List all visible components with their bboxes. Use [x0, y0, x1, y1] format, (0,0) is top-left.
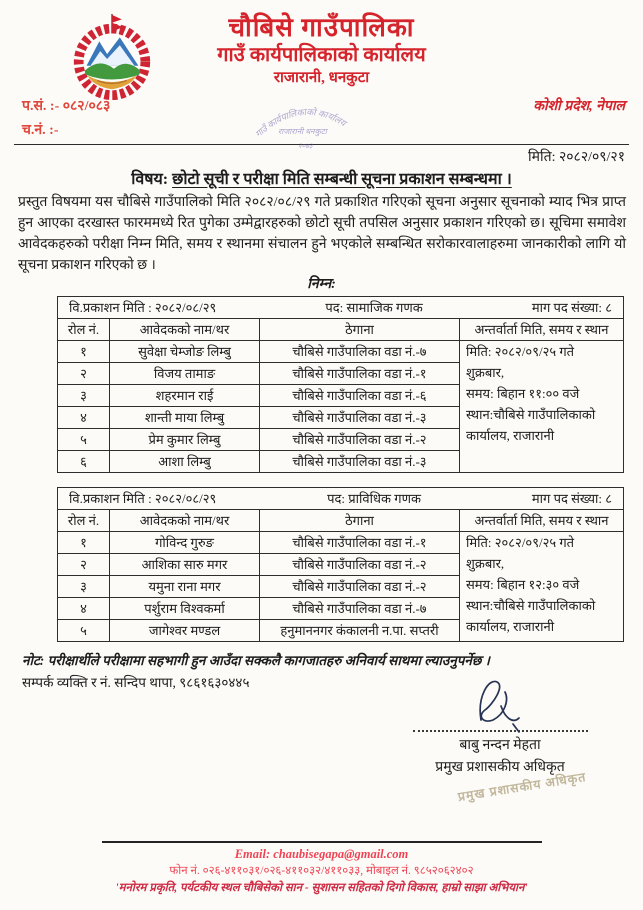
- col-header-roll: रोल नं.: [58, 510, 110, 532]
- note-line: नोट: परीक्षार्थीले परीक्षामा सहभागी हुन आउँदा सक्कलै कागजातहरु अनिवार्य साथमा ल्याउनुपर्नेछ ।: [22, 653, 490, 668]
- col-header-name: आवेदकको नाम/थर: [110, 319, 260, 341]
- vacancy-count: माग पद संख्या: ८: [531, 491, 613, 506]
- col-header-roll: रोल नं.: [58, 319, 110, 341]
- applicant-address: चौबिसे गाउँपालिका वडा नं.-३: [260, 451, 460, 473]
- interview-details: [460, 341, 624, 473]
- office-place: राजारानी, धनकुटा: [273, 70, 370, 86]
- roll-no: ३: [58, 385, 110, 407]
- signature-block: [375, 684, 625, 805]
- col-header-interview: अन्तर्वार्ता मिति, समय र स्थान: [460, 319, 624, 341]
- applicant-name: गोविन्द गुरुङ: [110, 532, 260, 554]
- letterhead: [0, 0, 643, 150]
- applicant-name: पर्शुराम विश्वकर्मा: [110, 598, 260, 620]
- contact-line: सम्पर्क व्यक्ति र नं. सन्दिप थापा, ९८६१६३०४४५: [22, 675, 250, 690]
- applicant-address: चौबिसे गाउँपालिका वडा नं.-६: [260, 385, 460, 407]
- roll-no: १: [58, 341, 110, 363]
- body-paragraph: प्रस्तुत विषयमा यस चौबिसे गाउँपालिको मिति २०८२/०८/२९ गते प्रकाशित गरिएको सूचना अनुसार सूचनाको म्याद भित्र प्राप्त हुन आएका दरखास्त फारममध्ये रित पुगेका उम्मेद्वारहरुको छोटो सूची तपसिल अनुसार प्रकाशन गरिएको छ। सूचिमा समावेश आवेदकहरुको परीक्षा निम्न मिति, समय र स्थानमा संचालन हुने भएकोले सम्बन्धित सरोकारवालाहरुमा जानकारीको लागि यो सूचना प्रकाशन गरिएको छ ।: [18, 195, 626, 273]
- phone-line: फोन नं. ०२६-४११०३१/०२६-४११०३२/४११०३३, मोबाइल नं. ९८५२०६२४०२: [169, 865, 474, 877]
- applicant-name: आशा लिम्बु: [110, 451, 260, 473]
- table-header-row: [58, 510, 624, 532]
- email-line: Email: chaubisegapa@gmail.com: [234, 847, 409, 861]
- col-header-interview: अन्तर्वार्ता मिति, समय र स्थान: [460, 510, 624, 532]
- applicant-address: हनुमाननगर कंकालनी न.पा. सप्तरी: [260, 620, 460, 642]
- table-header-row: [58, 319, 624, 341]
- post-name: पद: प्राविधिक गणक: [327, 491, 421, 506]
- shortlist-table-prabidhik-ganak: [57, 487, 624, 642]
- col-header-address: ठेगाना: [260, 510, 460, 532]
- applicant-address: चौबिसे गाउँपालिका वडा नं.-३: [260, 407, 460, 429]
- province-label: कोशी प्रदेश, नेपाल: [533, 99, 625, 114]
- header-divider: [14, 144, 629, 145]
- interview-time: समय: बिहान १२:३० वजे: [466, 577, 580, 592]
- interview-date: मिति: २०८२/०९/२५ गते: [466, 535, 575, 550]
- table-meta-row: [58, 297, 624, 319]
- svg-text:२०७३: २०७३: [298, 142, 313, 150]
- footer-divider: [102, 841, 542, 843]
- roll-no: १: [58, 532, 110, 554]
- interview-place-1: स्थान:चौबिसे गाउँपालिकाको: [466, 407, 596, 422]
- nepal-coat-of-arms-icon: [58, 12, 166, 102]
- interview-place-1: स्थान:चौबिसे गाउँपालिकाको: [466, 598, 596, 613]
- applicant-name: शान्ती माया लिम्बु: [110, 407, 260, 429]
- col-header-name: आवेदकको नाम/थर: [110, 510, 260, 532]
- roll-no: ६: [58, 451, 110, 473]
- interview-place-2: कार्यालय, राजारानी: [466, 619, 555, 634]
- roll-no: २: [58, 363, 110, 385]
- applicant-address: चौबिसे गाउँपालिका वडा नं.-२: [260, 429, 460, 451]
- table-meta-row: [58, 488, 624, 510]
- municipality-name: चौबिसे गाउँपालिका: [228, 13, 415, 42]
- interview-day: शुक्रबार,: [466, 556, 505, 571]
- col-header-address: ठेगाना: [260, 319, 460, 341]
- applicant-address: चौबिसे गाउँपालिका वडा नं.-७: [260, 598, 460, 620]
- applicant-name: जागेश्वर मण्डल: [110, 620, 260, 642]
- applicant-name: विजय तामाङ: [110, 363, 260, 385]
- table-row: [58, 532, 624, 554]
- applicant-name: आशिका सारु मगर: [110, 554, 260, 576]
- applicant-name: यमुना राना मगर: [110, 576, 260, 598]
- publication-date: वि.प्रकाशन मिति : २०८२/०८/२९: [69, 491, 217, 506]
- applicant-address: चौबिसे गाउँपालिका वडा नं.-२: [260, 554, 460, 576]
- svg-text:गाउँ कार्यपालिकाको कार्यालय: गाउँ कार्यपालिकाको कार्यालय: [253, 106, 348, 140]
- dispatch-number: च.नं. :-: [22, 123, 59, 138]
- applicant-address: चौबिसे गाउँपालिका वडा नं.-२: [260, 576, 460, 598]
- roll-no: ३: [58, 576, 110, 598]
- roll-no: ५: [58, 429, 110, 451]
- interview-time: समय: बिहान ११:०० वजे: [466, 386, 580, 401]
- interview-date: मिति: २०८२/०९/२५ गते: [466, 344, 575, 359]
- vacancy-count: माग पद संख्या: ८: [531, 300, 612, 315]
- ref-number: प.सं. :- ०८२/०८३: [22, 99, 111, 114]
- shortlist-table-samajik-ganak: [57, 296, 624, 473]
- interview-place-2: कार्यालय, राजारानी: [466, 428, 555, 443]
- following-label: निम्न:: [307, 277, 336, 292]
- applicant-address: चौबिसे गाउँपालिका वडा नं.-७: [260, 341, 460, 363]
- signature-scribble-icon: [459, 672, 539, 734]
- roll-no: ४: [58, 407, 110, 429]
- title-stamp-watermark: प्रमुख प्रशासकीय अधिकृत: [456, 769, 588, 805]
- signatory-title: प्रमुख प्रशासकीय अधिकृत: [435, 760, 565, 775]
- interview-day: शुक्रबार,: [466, 365, 505, 380]
- applicant-name: प्रेम कुमार लिम्बु: [110, 429, 260, 451]
- office-name: गाउँ कार्यपालिकाको कार्यालय: [217, 44, 426, 66]
- subject-line: [0, 167, 643, 189]
- letter-date: मिति: २०८२/०९/२१: [527, 150, 625, 165]
- applicant-name: सुवेक्षा चेम्जोङ लिम्बु: [110, 341, 260, 363]
- roll-no: २: [58, 554, 110, 576]
- publication-date: वि.प्रकाशन मिति : २०८२/०८/२९: [69, 300, 217, 315]
- applicant-address: चौबिसे गाउँपालिका वडा नं.-१: [260, 532, 460, 554]
- signatory-name: बाबु नन्दन मेहता: [459, 738, 541, 753]
- letter-footer: [0, 841, 643, 895]
- slogan-line: 'मनोरम प्रकृति, पर्यटकीय स्थल चौबिसेको सान - सुशासन सहितको दिगो विकास, हाम्रो साझा अभियान': [115, 882, 528, 894]
- interview-details: [460, 532, 624, 642]
- svg-text:राजारानी धनकुटा: राजारानी धनकुटा: [278, 127, 327, 136]
- applicant-name: शहरमान राई: [110, 385, 260, 407]
- roll-no: ५: [58, 620, 110, 642]
- table-row: [58, 341, 624, 363]
- subject-prefix: विषय:: [131, 171, 169, 188]
- applicant-address: चौबिसे गाउँपालिका वडा नं.-१: [260, 363, 460, 385]
- post-name: पद: सामाजिक गणक: [325, 300, 423, 315]
- subject-text: छोटो सूची र परीक्षा मिति सम्बन्धी सूचना प्रकाशन सम्बन्धमा ।: [172, 171, 512, 188]
- roll-no: ४: [58, 598, 110, 620]
